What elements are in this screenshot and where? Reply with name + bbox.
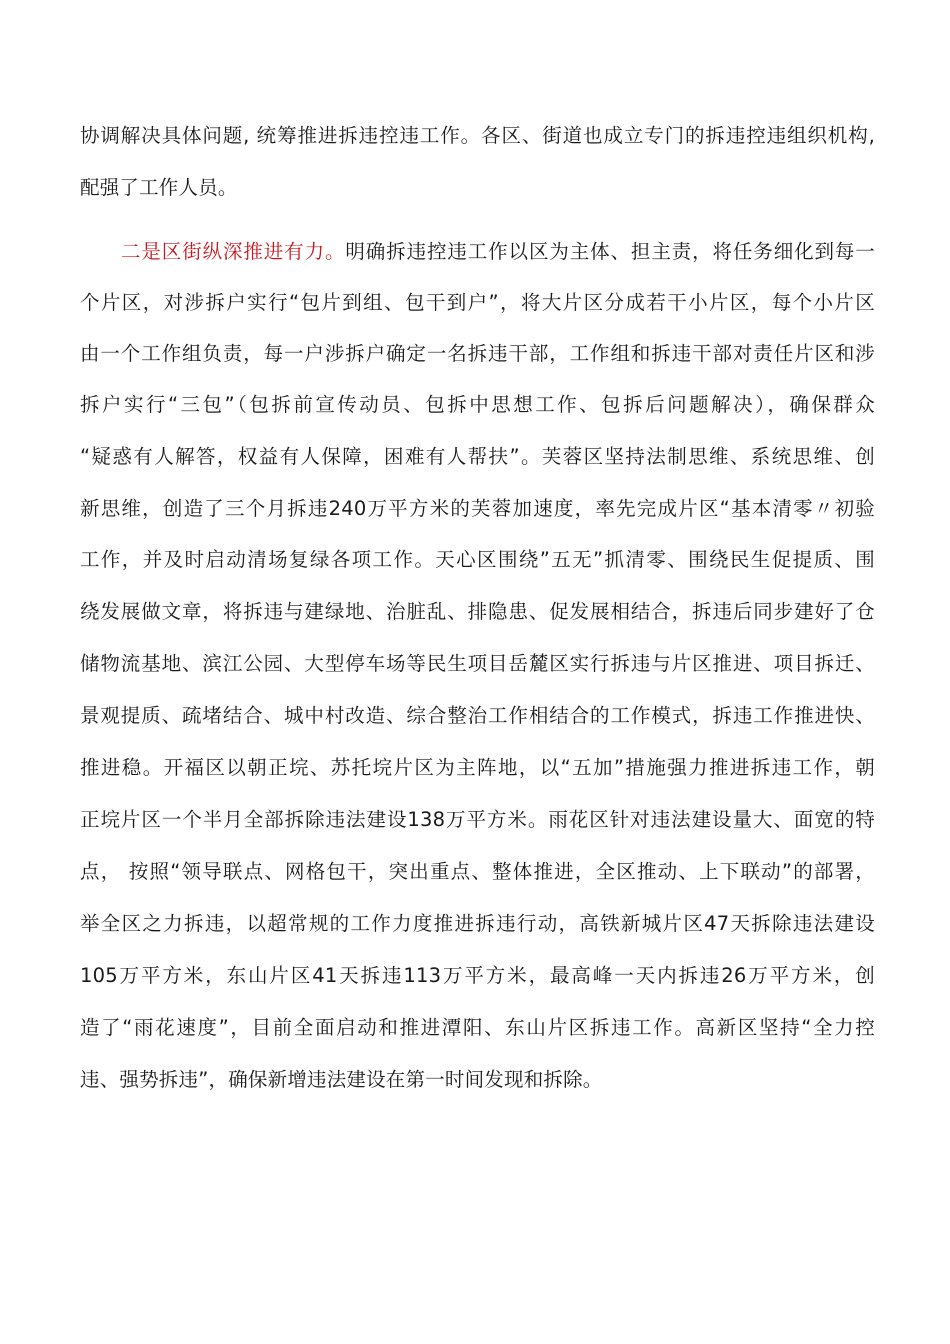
paragraph-2-line-6: 新思维，创造了三个月拆违240万平方米的芙蓉加速度，率先完成片区“基本清零〃初验 bbox=[80, 497, 875, 520]
paragraph-2-line-2: 个片区，对涉拆户实行“包片到组、包干到户”，将大片区分成若干小片区，每个小片区 bbox=[80, 291, 875, 314]
paragraph-2-line-4: 拆户实行“三包”（包拆前宣传动员、包拆中思想工作、包拆后问题解决），确保群众 bbox=[80, 393, 875, 416]
paragraph-2-line-9: 储物流基地、滨江公园、大型停车场等民生项目岳麓区实行拆违与片区推进、项目拆迁、 bbox=[80, 652, 875, 675]
paragraph-2-line-10: 景观提质、疏堵结合、城中村改造、综合整治工作相结合的工作模式，拆违工作推进快、 bbox=[80, 704, 875, 727]
paragraph-2-line-1 bbox=[121, 240, 875, 264]
paragraph-2-line-13: 点， 按照“领导联点、网格包干，突出重点、整体推进，全区推动、上下联动”的部署， bbox=[80, 860, 875, 883]
paragraph-2-first-rest: 明确拆违控违工作以区为主体、担主责，将任务细化到每一 bbox=[345, 240, 876, 263]
paragraph-1-line-2: 配强了工作人员。 bbox=[80, 176, 238, 199]
paragraph-2-lead: 二是区街纵深推进有力。 bbox=[121, 240, 346, 263]
paragraph-2-line-7: 工作，并及时启动清场复绿各项工作。天心区围绕”五无”抓清零、围绕民生促提质、围 bbox=[80, 548, 875, 571]
paragraph-2-line-12: 正垸片区一个半月全部拆除违法建设138万平方米。雨花区针对违法建设量大、面宽的特 bbox=[80, 808, 875, 831]
paragraph-2-line-15: 105万平方米，东山片区41天拆违113万平方米，最高峰一天内拆违26万平方米，创 bbox=[80, 964, 875, 987]
paragraph-2-line-11: 推进稳。开福区以朝正垸、苏托垸片区为主阵地，以“五加”措施强力推进拆违工作，朝 bbox=[80, 756, 875, 779]
paragraph-1-line-1: 协调解决具体问题, 统筹推进拆违控违工作。各区、街道也成立专门的拆违控违组织机构, bbox=[80, 124, 875, 147]
paragraph-2-line-16: 造了“雨花速度”，目前全面启动和推进潭阳、东山片区拆违工作。高新区坚持“全力控 bbox=[80, 1016, 875, 1039]
paragraph-2-line-8: 绕发展做文章，将拆违与建绿地、治脏乱、排隐患、促发展相结合，拆违后同步建好了仓 bbox=[80, 600, 875, 623]
paragraph-2-line-17: 违、强势拆违”，确保新增违法建设在第一时间发现和拆除。 bbox=[80, 1068, 603, 1091]
paragraph-2-line-14: 举全区之力拆违，以超常规的工作力度推进拆违行动，高铁新城片区47天拆除违法建设 bbox=[80, 912, 875, 935]
paragraph-2-line-5: “疑惑有人解答，权益有人保障，困难有人帮扶”。芙蓉区坚持法制思维、系统思维、创 bbox=[80, 445, 875, 468]
paragraph-2-line-3: 由一个工作组负责，每一户涉拆户确定一名拆违干部，工作组和拆违干部对责任片区和涉 bbox=[80, 342, 875, 365]
